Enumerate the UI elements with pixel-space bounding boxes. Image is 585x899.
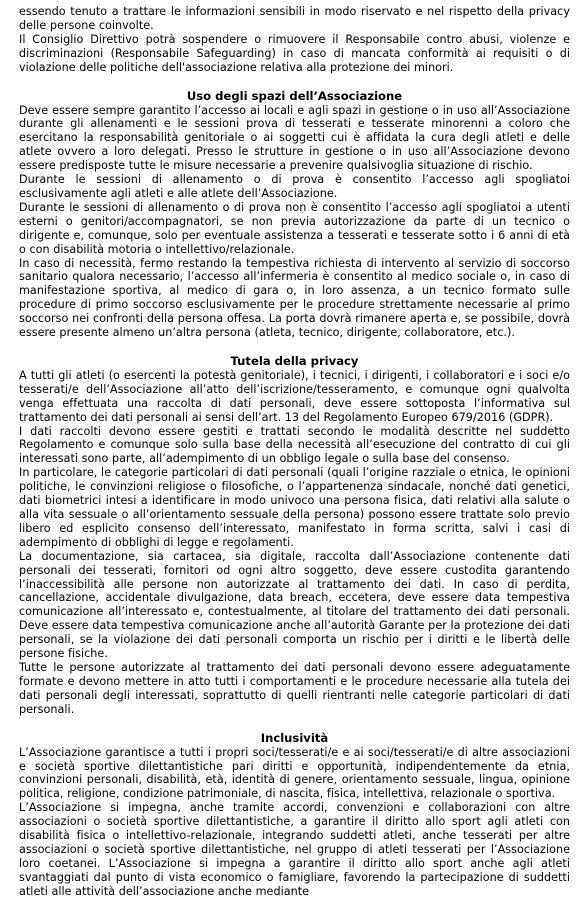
section-tutela-privacy bbox=[19, 354, 570, 717]
paragraph: A tutti gli atleti (o esercenti la potestà genitoriale), i tecnici, i dirigenti, i collaboratori e i soci e/o tesserati/e dell’Associazione all’atto dell’iscrizione/tesseramento, e comunque ogni qualvolta venga effettuata una raccolta di dati personali, deve essere sottoposta l’informativa sul trattamento dei dati personali ai sensi dell’art. 13 del Regolamento Europeo 679/2016 (GDPR). bbox=[19, 368, 570, 424]
paragraph: Tutte le persone autorizzate al trattamento dei dati personali devono essere adeguatamente formate e devono mettere in atto tutti i comportamenti e le procedure necessarie alla tutela dei dati personali degli interessati, soprattutto di quelli rientranti nelle categorie particolari di dati personali. bbox=[19, 660, 570, 716]
document-page bbox=[19, 5, 570, 899]
paragraph: Il Consiglio Direttivo potrà sospendere o rimuovere il Responsabile contro abusi, violenze e discriminazioni (Responsabile Safeguarding) in caso di mancata conformità ai requisiti o di violazione delle politiche dell'associazione relativa alla protezione dei minori. bbox=[19, 32, 570, 74]
paragraph: essendo tenuto a trattare le informazioni sensibili in modo riservato e nel rispetto della privacy delle persone coinvolte. bbox=[19, 5, 570, 32]
paragraph: Deve essere sempre garantito l’accesso ai locali e agli spazi in gestione o in uso all’Associazione durante gli allenamenti e le sessioni prova di tesserati e tesserate minorenni a coloro che esercitano la responsabilità genitoriale o ai soggetti cui è affidata la cura degli atleti e delle atlete ovvero a loro delegati. Presso le strutture in gestione o in uso all’Associazione devono essere predisposte tutte le misure necessarie a prevenire qualsivoglia situazione di rischio. bbox=[19, 103, 570, 173]
section-title: Tutela della privacy bbox=[230, 353, 359, 368]
paragraph: Durante le sessioni di allenamento o di prova non è consentito l’accesso agli spogliatoi a utenti esterni o genitori/accompagnatori, se non previa autorizzazione da parte di un tecnico o dirigente e, comunque, solo per eventuale assistenza a tesserati e tesserate sotto i 6 anni di età o con disabilità motoria o intellettivo/relazionale. bbox=[19, 200, 570, 256]
paragraph: La documentazione, sia cartacea, sia digitale, raccolta dall’Associazione contenente dati personali dei tesserati, fornitori od ogni altro soggetto, deve essere custodita garantendo l’inaccessibilità alle persone non autorizzate al trattamento dei dati. In caso di perdita, cancellazione, accidentale divulgazione, data breach, eccetera, deve essere data tempestiva comunicazione all’interessato e, contestualmente, al titolare del trattamento dei dati personali. Deve essere data tempestiva comunicazione anche all’autorità Garante per la protezione dei dati personali, se la violazione dei dati personali comporta un rischio per i diritti e le libertà delle persone fisiche. bbox=[19, 549, 570, 661]
section-uso-spazi bbox=[19, 89, 570, 340]
intro-section bbox=[19, 5, 570, 75]
paragraph: Durante le sessioni di allenamento o di prova è consentito l’accesso agli spogliatoi esclusivamente agli atleti e alle atlete dell’Associazione. bbox=[19, 173, 570, 200]
section-title: Uso degli spazi dell’Associazione bbox=[186, 88, 403, 103]
section-inclusivita bbox=[19, 731, 570, 899]
paragraph: I dati raccolti devono essere gestiti e trattati secondo le modalità descritte nel suddetto Regolamento e comunque solo sulla base della necessità all’esecuzione del contratto di cui gli interessati sono parte, all’adempimento di un obbligo legale o sulla base del consenso. bbox=[19, 424, 570, 466]
paragraph: L’Associazione si impegna, anche tramite accordi, convenzioni e collaborazioni con altre associazioni o società sportive dilettantistiche, a garantire il diritto allo sport agli atleti con disabilità fisica o intellettivo-relazionale, integrando suddetti atleti, anche tesserati per altre associazioni o società sportive dilettantistiche, nel gruppo di atleti tesserati per l’Associazione loro coetanei. L’Associazione si impegna a garantire il diritto allo sport anche agli atleti svantaggiati dal punto di vista economico o famigliare, favorendo la partecipazione di suddetti atleti alle attività dell’associazione anche mediante bbox=[19, 801, 570, 898]
paragraph: In caso di necessità, fermo restando la tempestiva richiesta di intervento al servizio di soccorso sanitario qualora necessario, l’accesso all’infermeria è consentito al medico sociale o, in caso di manifestazione sportiva, al medico di gara o, in loro assenza, a un tecnico formato sulle procedure di primo soccorso esclusivamente per le procedure strettamente necessarie al primo soccorso nei confronti della persona offesa. La porta dovrà rimanere aperta e, se possibile, dovrà essere presente almeno un’altra persona (atleta, tecnico, dirigente, collaboratore, etc.). bbox=[19, 256, 570, 340]
paragraph: In particolare, le categorie particolari di dati personali (quali l’origine razziale o etnica, le opinioni politiche, le convinzioni religiose o filosofiche, o l’appartenenza sindacale, nonché dati genetici, dati biometrici intesi a identificare in modo univoco una persona fisica, dati relativi alla salute o alla vita sessuale o all’orientamento sessuale della persona) possono essere trattate solo previo libero ed esplicito consenso dell’interessato, manifestato in forma scritta, salvi i casi di adempimento di obblighi di legge e regolamenti. bbox=[19, 466, 570, 549]
section-title: Inclusività bbox=[260, 730, 329, 745]
paragraph: L’Associazione garantisce a tutti i propri soci/tesserati/e e ai soci/tesserati/e di altre associazioni e società sportive dilettantistiche pari diritti e opportunità, indipendentemente da etnia, convinzioni personali, disabilità, età, identità di genere, orientamento sessuale, lingua, opinione politica, religione, condizione patrimoniale, di nascita, fisica, intellettiva, relazionale o sportiva. bbox=[19, 745, 570, 801]
